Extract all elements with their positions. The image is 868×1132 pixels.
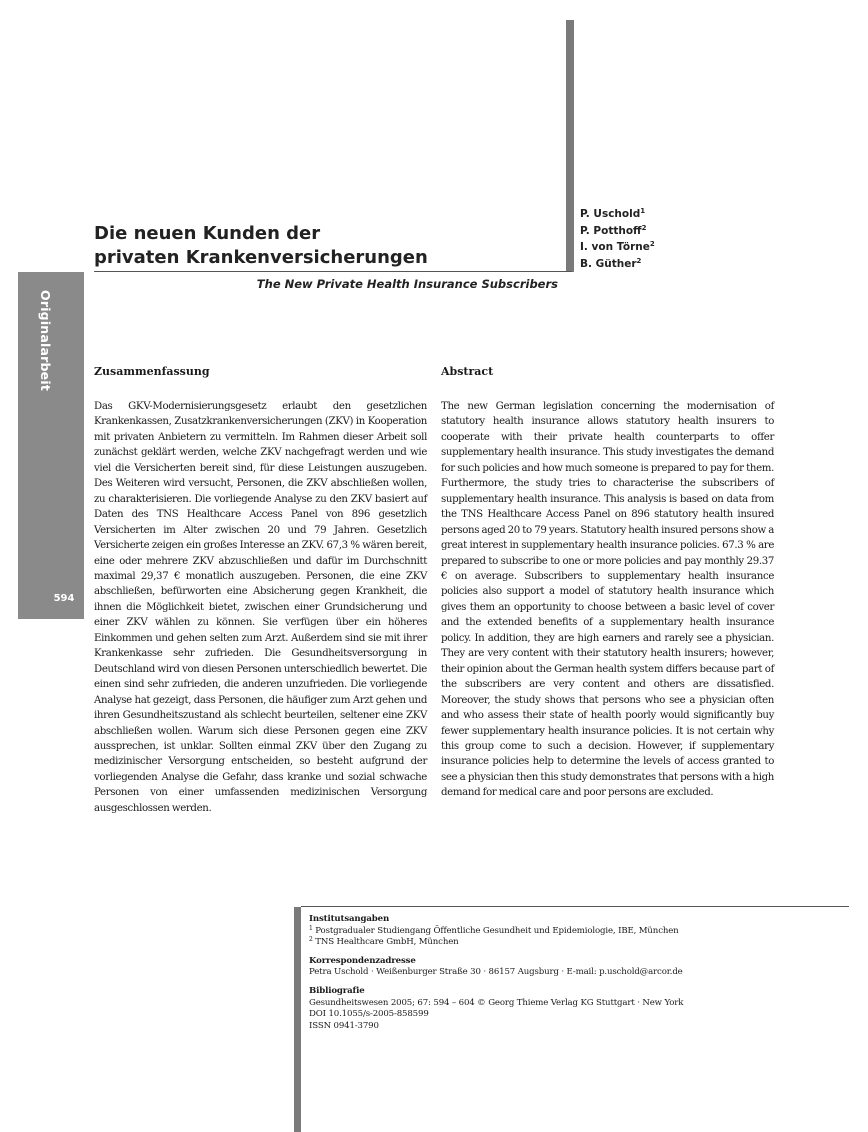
bibliography-block	[309, 986, 839, 1032]
author: P. Potthoff$^2$	[580, 223, 647, 237]
author-list	[580, 206, 820, 272]
bibliography-line: ISSN 0941-3790	[309, 1020, 379, 1031]
institutions-heading: Institutsangaben	[309, 914, 390, 924]
title-line-1: Die neuen Kunden der	[94, 223, 321, 244]
german-summary-column	[94, 364, 427, 816]
bibliography-heading: Bibliografie	[309, 985, 365, 996]
correspondence-heading: Korrespondenzadresse	[309, 955, 416, 966]
abstract-text: The new German legislation concerning the modernisation of statutory health insurance allows statutory health insurers to cooperate with their private health counterparts to offer supplementary health insurance. This study investigates the demand for such policies and how much someone is prepared to pay for them. Furthermore, the study tries to characterise the subscribers of supplementary health insurance. This analysis is based on data from the TNS Healthcare Access Panel on 896 statutory health insured persons aged 20 to 79 years. Statutory health insured persons show a great interest in supplementary health insurance policies. 67.3 % are prepared to subscribe to one or more policies and pay monthly 29.37 € on average. Subscribers to supplementary health insurance policies also support a model of statutory health insurance which gives them an opportunity to choose between a basic level of cover and the extended benefits of a supplementary health insurance policy. In addition, they are high earners and rarely see a physician. They are very content with their statutory health insurers; however, their opinion about the German health system differs because part of the subscribers are very content and others are dissatisfied. Moreover, the study shows that persons who see a physician often and who assess their state of health poorly would significantly buy fewer supplementary health insurance policies. It is not certain why this group come to such a decision. However, if supplementary insurance policies help to determine the levels of access granted to see a physician then this study demonstrates that persons with a high demand for medical care and poor persons are excluded.	[441, 401, 774, 799]
english-title: The New Private Health Insurance Subscribers	[256, 277, 558, 291]
abstract-heading: Abstract	[441, 365, 494, 378]
correspondence-block	[309, 956, 839, 979]
article-type-label: Originalarbeit	[38, 290, 53, 392]
summary-heading: Zusammenfassung	[94, 365, 210, 378]
info-rule	[301, 906, 849, 907]
title-rule	[94, 271, 572, 272]
article-title	[94, 222, 554, 270]
institution-line: $^2$ TNS Healthcare GmbH, München	[309, 936, 459, 948]
bibliography-line: DOI 10.1055/s-2005-858599	[309, 1009, 429, 1020]
author: I. von Törne$^2$	[580, 240, 655, 253]
article-info-box	[309, 914, 839, 1039]
english-abstract-column	[441, 364, 774, 801]
title-line-2: privaten Krankenversicherungen	[94, 247, 428, 268]
bibliography-line: Gesundheitswesen 2005; 67: 594 – 604 © Georg Thieme Verlag KG Stuttgart · New York	[309, 997, 684, 1008]
author: P. Uschold$^1$	[580, 207, 646, 220]
top-vertical-bar	[566, 20, 574, 272]
page-number: 594	[53, 593, 75, 604]
correspondence-address: Petra Uschold · Weißenburger Straße 30 · 86157 Augsburg · E-mail: p.uschold@arcor.de	[309, 967, 683, 978]
institutions-block	[309, 914, 839, 949]
author: B. Güther$^2$	[580, 256, 642, 270]
institution-line: $^1$ Postgradualer Studiengang Öffentliche Gesundheit und Epidemiologie, IBE, München	[309, 924, 679, 936]
summary-text: Das GKV-Modernisierungsgesetz erlaubt den gesetzlichen Krankenkassen, Zusatzkrankenversicherungen (ZKV) in Kooperation mit privaten Anbietern zu vermitteln. Im Rahmen dieser Arbeit soll zunächst geklärt werden, welche ZKV nachgefragt werden und wie viel die Versicherten bereit sind, für diese Leistungen auszugeben. Des Weiteren wird versucht, Personen, die ZKV abschließen wollen, zu charakterisieren. Die vorliegende Analyse zu den ZKV basiert auf Daten des TNS Healthcare Access Panel von 896 gesetzlich Versicherten im Alter zwischen 20 und 79 Jahren. Gesetzlich Versicherte zeigen ein großes Interesse an ZKV. 67,3 % wären bereit, eine oder mehrere ZKV abzuschließen und dafür im Durchschnitt maximal 29,37 € monatlich auszugeben. Personen, die eine ZKV abschließen, befürworten eine Absicherung gegen Krankheit, die ihnen die Möglichkeit bietet, zwischen einer Grundsicherung und einer ZKV wählen zu können. Sie verfügen über ein höheres Einkommen und gehen selten zum Arzt. Außerdem sind sie mit ihrer Krankenkasse sehr zufrieden. Die Gesundheitsversorgung in Deutschland wird von diesen Personen unterschiedlich bewertet. Die einen sind sehr zufrieden, die anderen unzufrieden. Die vorliegende Analyse hat gezeigt, dass Personen, die häufiger zum Arzt gehen und ihren Gesundheitszustand als schlecht beurteilen, seltener eine ZKV abschließen wollen. Warum sich diese Personen gegen eine ZKV aussprechen, ist unklar. Sollten einmal ZKV über den Zugang zu medizinischer Versorgung entscheiden, so besteht aufgrund der vorliegenden Analyse die Gefahr, dass kranke und sozial schwache Personen von einer umfassenden medizinischen Versorgung ausgeschlossen werden.	[94, 401, 427, 814]
bottom-vertical-bar	[294, 907, 301, 1132]
